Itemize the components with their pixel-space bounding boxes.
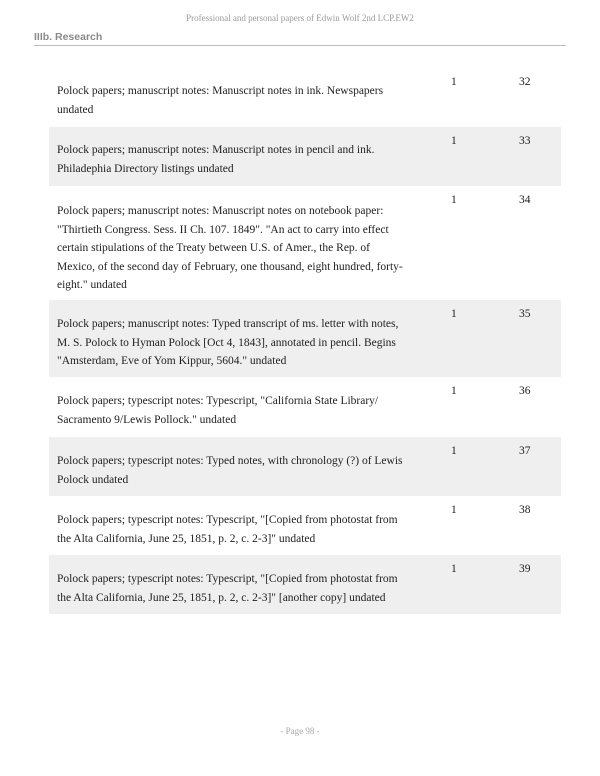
table-row — [49, 68, 561, 127]
item-description: Polock papers; typescript notes: Typescript, "California State Library/ Sacramento 9/Lewis Pollock." undated — [57, 395, 379, 426]
folder-number: 37 — [519, 445, 531, 457]
table-row — [49, 496, 561, 555]
container-list — [49, 68, 561, 614]
running-title: Professional and personal papers of Edwin Wolf 2nd LCP.EW2 — [186, 13, 414, 23]
item-description: Polock papers; manuscript notes: Manuscript notes in pencil and ink. Philadephia Directory listings undated — [57, 144, 375, 175]
table-row — [49, 186, 561, 300]
item-description: Polock papers; manuscript notes: Typed transcript of ms. letter with notes, M. S. Polock to Hyman Polock [Oct 4, 1843], annotated in pencil. Begins "Amsterdam, Eve of Yom Kippur, 5604." undated — [57, 318, 399, 367]
box-number: 1 — [451, 563, 457, 575]
table-row — [49, 437, 561, 496]
page-number: - Page 98 - — [280, 726, 320, 736]
table-row — [49, 127, 561, 186]
item-description: Polock papers; typescript notes: Typescript, "[Copied from photostat from the Alta California, June 25, 1851, p. 2, c. 2-3]" [another copy] undated — [57, 573, 398, 604]
folder-number: 32 — [519, 76, 531, 88]
box-number: 1 — [451, 308, 457, 320]
box-number: 1 — [451, 194, 457, 206]
section-heading: IIIb. Research — [34, 31, 103, 43]
table-row — [49, 555, 561, 614]
box-number: 1 — [451, 385, 457, 397]
section-divider — [34, 45, 566, 46]
table-row — [49, 300, 561, 377]
box-number: 1 — [451, 445, 457, 457]
box-number: 1 — [451, 135, 457, 147]
item-description: Polock papers; manuscript notes: Manuscript notes in ink. Newspapers undated — [57, 85, 384, 116]
folder-number: 38 — [519, 504, 531, 516]
box-number: 1 — [451, 504, 457, 516]
item-description: Polock papers; manuscript notes: Manuscript notes on notebook paper: "Thirtieth Congress. Sess. II Ch. 107. 1849". "An act to carry into effect certain stipulations of the Treaty between U.S. of Amer., the Rep. of Mexico, of the second day of February, one thousand, eight hundred, forty-eight." undated — [57, 205, 403, 291]
table-row — [49, 377, 561, 437]
item-description: Polock papers; typescript notes: Typescript, "[Copied from photostat from the Alta California, June 25, 1851, p. 2, c. 2-3]" undated — [57, 514, 398, 545]
folder-number: 34 — [519, 194, 531, 206]
folder-number: 35 — [519, 308, 531, 320]
folder-number: 39 — [519, 563, 531, 575]
item-description: Polock papers; typescript notes: Typed notes, with chronology (?) of Lewis Polock undated — [57, 455, 403, 486]
folder-number: 36 — [519, 385, 531, 397]
folder-number: 33 — [519, 135, 531, 147]
box-number: 1 — [451, 76, 457, 88]
